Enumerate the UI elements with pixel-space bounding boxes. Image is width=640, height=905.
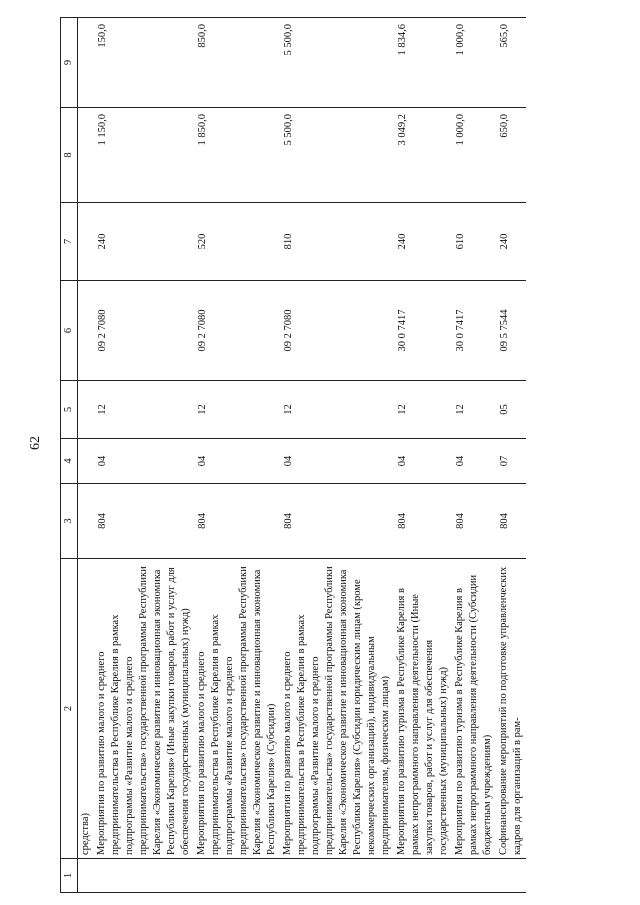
cell-section: 07 (496, 439, 526, 484)
cell-section: 04 (194, 439, 280, 484)
cell-subsection: 12 (394, 381, 452, 439)
cell-subsection: 05 (496, 381, 526, 439)
table-row (394, 18, 452, 893)
table-row (496, 18, 526, 893)
cell-section: 04 (394, 439, 452, 484)
cell-amount-1: 650,0 (496, 108, 526, 203)
row-name: Мероприятия по развитию туризма в Республике Карелия в рамках непрограммного направления деятельности (Иные закупки товаров, работ и услуг для обеспечения государственных (муниципальных) нужд) (394, 559, 452, 859)
carry-over-text: средства) (78, 559, 95, 859)
cell-expense-type: 520 (194, 203, 280, 281)
row-name: Мероприятия по развитию малого и среднего предпринимательства в Республике Карелия в рамках подпрограммы «Развитие малого и среднего предпринимательства» государственной программы Республики Карелия «Экономическое развитие и инновационная экономика Республики Карелия» (Субсидии юридическим лицам (кроме некоммерческих организаций), индивидуальным предпринимателям, физическим лицам) (280, 559, 394, 859)
cell-target-article: 30 0 7417 (452, 281, 496, 381)
cell-subsection: 12 (194, 381, 280, 439)
cell-amount-2: 565,0 (496, 18, 526, 108)
cell-amount-1: 3 049,2 (394, 108, 452, 203)
cell-ministry: 804 (496, 484, 526, 559)
cell-amount-1: 1 000,0 (452, 108, 496, 203)
table-row (194, 18, 280, 893)
cell-subsection: 12 (94, 381, 194, 439)
cell-target-article: 09 5 7544 (496, 281, 526, 381)
column-number-row (61, 18, 78, 893)
row-name: Софинансирование мероприятий по подготовке управленческих кадров для организаций в рам- (496, 559, 526, 859)
cell-ministry: 804 (280, 484, 394, 559)
table-row (94, 18, 194, 893)
cell-amount-2: 1 000,0 (452, 18, 496, 108)
table-row (452, 18, 496, 893)
cell-amount-2: 5 500,0 (280, 18, 394, 108)
column-header: 8 (61, 108, 78, 203)
cell-expense-type: 810 (280, 203, 394, 281)
row-name: Мероприятия по развитию туризма в Республике Карелия в рамках непрограммного направления деятельности (Субсидии бюджетным учреждениям) (452, 559, 496, 859)
cell-expense-type: 240 (496, 203, 526, 281)
column-header: 5 (61, 381, 78, 439)
cell-target-article: 09 2 7080 (194, 281, 280, 381)
cell-amount-2: 150,0 (94, 18, 194, 108)
column-header: 7 (61, 203, 78, 281)
column-header: 6 (61, 281, 78, 381)
cell-amount-1: 1 150,0 (94, 108, 194, 203)
cell-target-article: 30 0 7417 (394, 281, 452, 381)
cell-expense-type: 240 (394, 203, 452, 281)
table-row (280, 18, 394, 893)
row-name: Мероприятия по развитию малого и среднего предпринимательства в Республике Карелия в рамках подпрограммы «Развитие малого и среднего предпринимательства» государственной программы Республики Карелия «Экономическое развитие и инновационная экономика Республики Карелия» (Субсидии) (194, 559, 280, 859)
row-name: Мероприятия по развитию малого и среднего предпринимательства в Республике Карелия в рамках подпрограммы «Развитие малого и среднего предпринимательства» государственной программы Республики Карелия «Экономическое развитие и инновационная экономика Республики Карелия» (Иные закупки товаров, работ и услуг для обеспечения государственных (муниципальных) нужд) (94, 559, 194, 859)
column-header: 9 (61, 18, 78, 108)
page-number: 62 (28, 436, 43, 450)
cell-amount-2: 1 834,6 (394, 18, 452, 108)
column-header: 1 (61, 859, 78, 893)
cell-ministry: 804 (452, 484, 496, 559)
cell-section: 04 (94, 439, 194, 484)
cell-amount-1: 5 500,0 (280, 108, 394, 203)
budget-table (60, 17, 526, 893)
cell-amount-1: 1 850,0 (194, 108, 280, 203)
cell-target-article: 09 2 7080 (280, 281, 394, 381)
cell-ministry: 804 (94, 484, 194, 559)
cell-section: 04 (280, 439, 394, 484)
cell-expense-type: 610 (452, 203, 496, 281)
cell-expense-type: 240 (94, 203, 194, 281)
cell-ministry: 804 (194, 484, 280, 559)
column-header: 2 (61, 559, 78, 859)
cell-subsection: 12 (280, 381, 394, 439)
cell-ministry: 804 (394, 484, 452, 559)
cell-target-article: 09 2 7080 (94, 281, 194, 381)
column-header: 4 (61, 439, 78, 484)
cell-amount-2: 850,0 (194, 18, 280, 108)
cell-subsection: 12 (452, 381, 496, 439)
carry-over-row (78, 18, 95, 893)
column-header: 3 (61, 484, 78, 559)
cell-section: 04 (452, 439, 496, 484)
